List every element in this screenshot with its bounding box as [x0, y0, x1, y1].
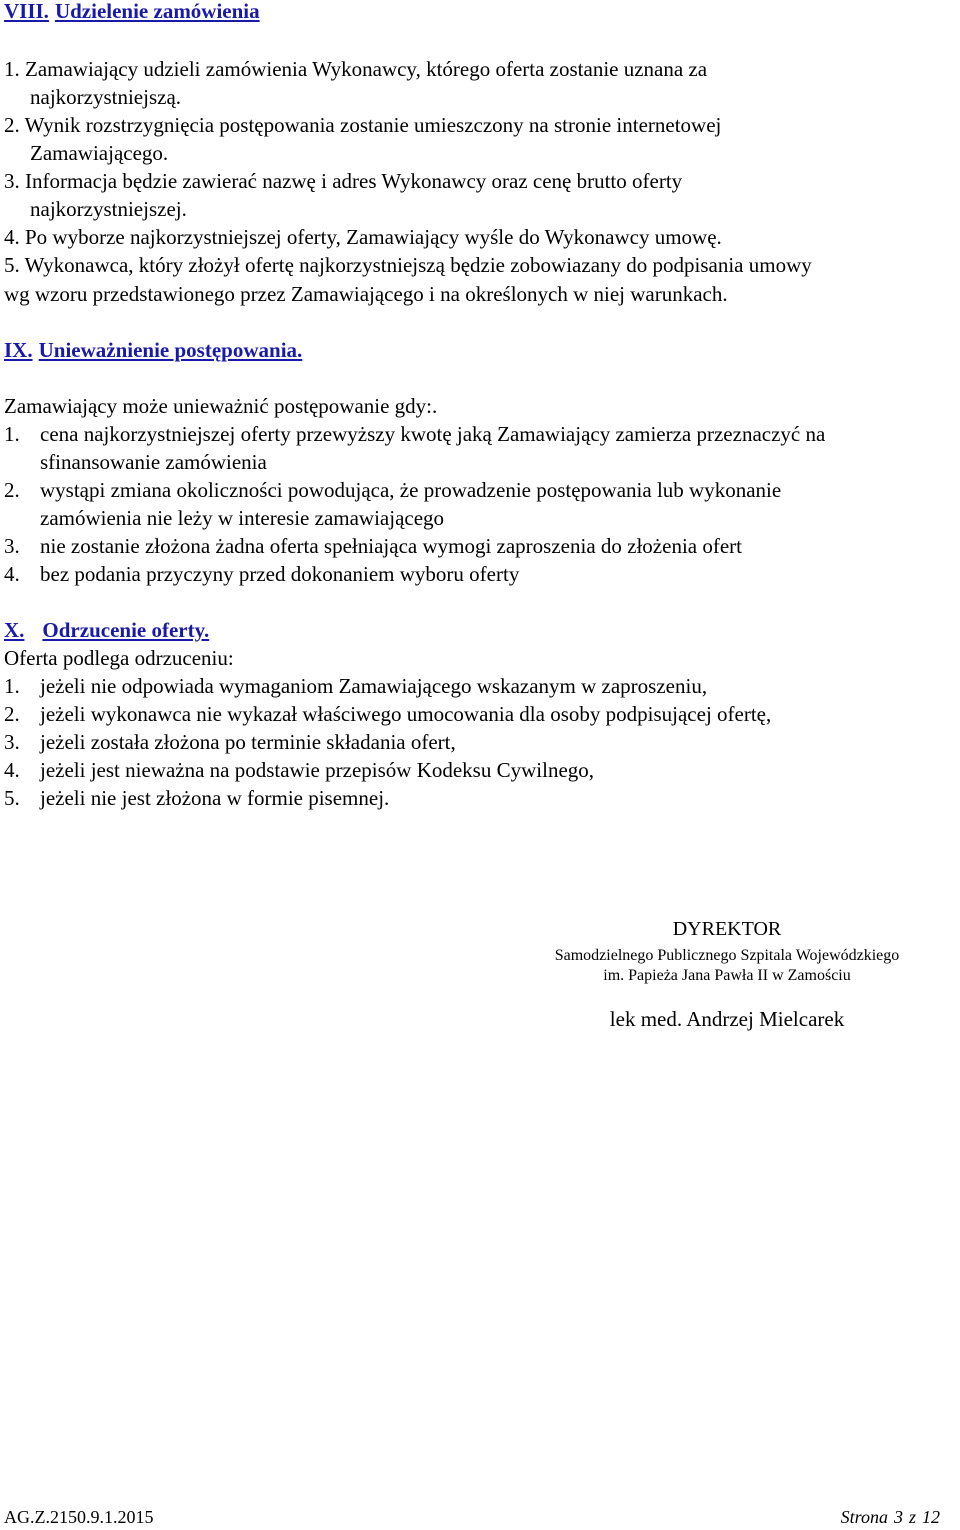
document-reference: AG.Z.2150.9.1.2015 [4, 1507, 154, 1527]
section9-item-1-line-2: sfinansowanie zamówienia [40, 450, 267, 474]
section9-item-4-text: bez podania przyczyny przed dokonaniem wyboru oferty [40, 562, 520, 586]
section8-item-1-line-1: 1. Zamawiający udzieli zamówienia Wykonawcy, którego oferta zostanie uznana za [4, 57, 708, 81]
section10-intro: Oferta podlega odrzuceniu: [4, 646, 234, 670]
section10-item-1-text: jeżeli nie odpowiada wymaganiom Zamawiającego wskazanym w zaproszeniu, [40, 674, 708, 698]
section-title: Udzielenie zamówienia [54, 0, 260, 23]
section-heading-viii [4, 0, 260, 25]
section10-item-3-number: 3. [4, 730, 20, 754]
section8-item-2-line-1: 2. Wynik rozstrzygnięcia postępowania zostanie umieszczony na stronie internetowej [4, 113, 722, 137]
section-number: VIII. [4, 0, 49, 23]
section10-item-4-number: 4. [4, 758, 20, 782]
page-current: 3 [893, 1507, 903, 1527]
section9-intro: Zamawiający może unieważnić postępowanie gdy:. [4, 394, 438, 418]
signature-name: lek med. Andrzej Mielcarek [609, 1007, 845, 1031]
section10-item-2-number: 2. [4, 702, 20, 726]
section9-item-2-line-1: wystąpi zmiana okoliczności powodująca, że prowadzenie postępowania lub wykonanie [40, 478, 782, 502]
section8-item-3-line-1: 3. Informacja będzie zawierać nazwę i adres Wykonawcy oraz cenę brutto oferty [4, 169, 683, 193]
section8-item-1-line-2: najkorzystniejszą. [30, 85, 182, 109]
section-title: Unieważnienie postępowania. [38, 338, 303, 362]
signature-title: DYREKTOR [672, 918, 782, 940]
section8-item-5-line-2: wg wzoru przedstawionego przez Zamawiającego i na określonych w niej warunkach. [4, 282, 728, 306]
section8-item-3-line-2: najkorzystniejszej. [30, 197, 187, 221]
signature-org-line-2: im. Papieża Jana Pawła II w Zamościu [603, 967, 851, 984]
section-heading-ix [4, 336, 302, 364]
section9-item-2-line-2: zamówienia nie leży w interesie zamawiającego [40, 506, 445, 530]
section8-item-2-line-2: Zamawiającego. [30, 141, 169, 165]
section10-item-5-text: jeżeli nie jest złożona w formie pisemnej. [40, 786, 390, 810]
section8-item-5-line-1: 5. Wykonawca, który złożył ofertę najkorzystniejszą będzie zobowiazany do podpisania umowy [4, 253, 812, 277]
section10-item-2-text: jeżeli wykonawca nie wykazał właściwego umocowania dla osoby podpisującej ofertę, [40, 702, 772, 726]
section9-item-1-number: 1. [4, 422, 20, 446]
section10-item-5-number: 5. [4, 786, 20, 810]
page-total: 12 [922, 1507, 940, 1527]
section9-item-3-number: 3. [4, 534, 20, 558]
section-number: X. [4, 618, 25, 642]
section-heading-x [4, 616, 209, 644]
section10-item-1-number: 1. [4, 674, 20, 698]
section8-item-4: 4. Po wyborze najkorzystniejszej oferty, Zamawiający wyśle do Wykonawcy umowę. [4, 225, 722, 249]
section-number: IX. [4, 338, 33, 362]
section9-item-3-text: nie zostanie złożona żadna oferta spełniająca wymogi zaproszenia do złożenia ofert [40, 534, 742, 558]
section9-item-2-number: 2. [4, 478, 20, 502]
section9-item-4-number: 4. [4, 562, 20, 586]
section9-item-1-line-1: cena najkorzystniejszej oferty przewyższy kwotę jaką Zamawiający zamierza przeznaczyć na [40, 422, 826, 446]
section10-item-3-text: jeżeli została złożona po terminie składania ofert, [40, 730, 456, 754]
section-title: Odrzucenie oferty. [42, 618, 210, 642]
section10-item-4-text: jeżeli jest nieważna na podstawie przepisów Kodeksu Cywilnego, [40, 758, 595, 782]
page-word: Strona [840, 1507, 888, 1527]
page-of: z [908, 1507, 916, 1527]
page-number [841, 1505, 940, 1529]
signature-org-line-1: Samodzielnego Publicznego Szpitala Wojewódzkiego [554, 947, 900, 964]
